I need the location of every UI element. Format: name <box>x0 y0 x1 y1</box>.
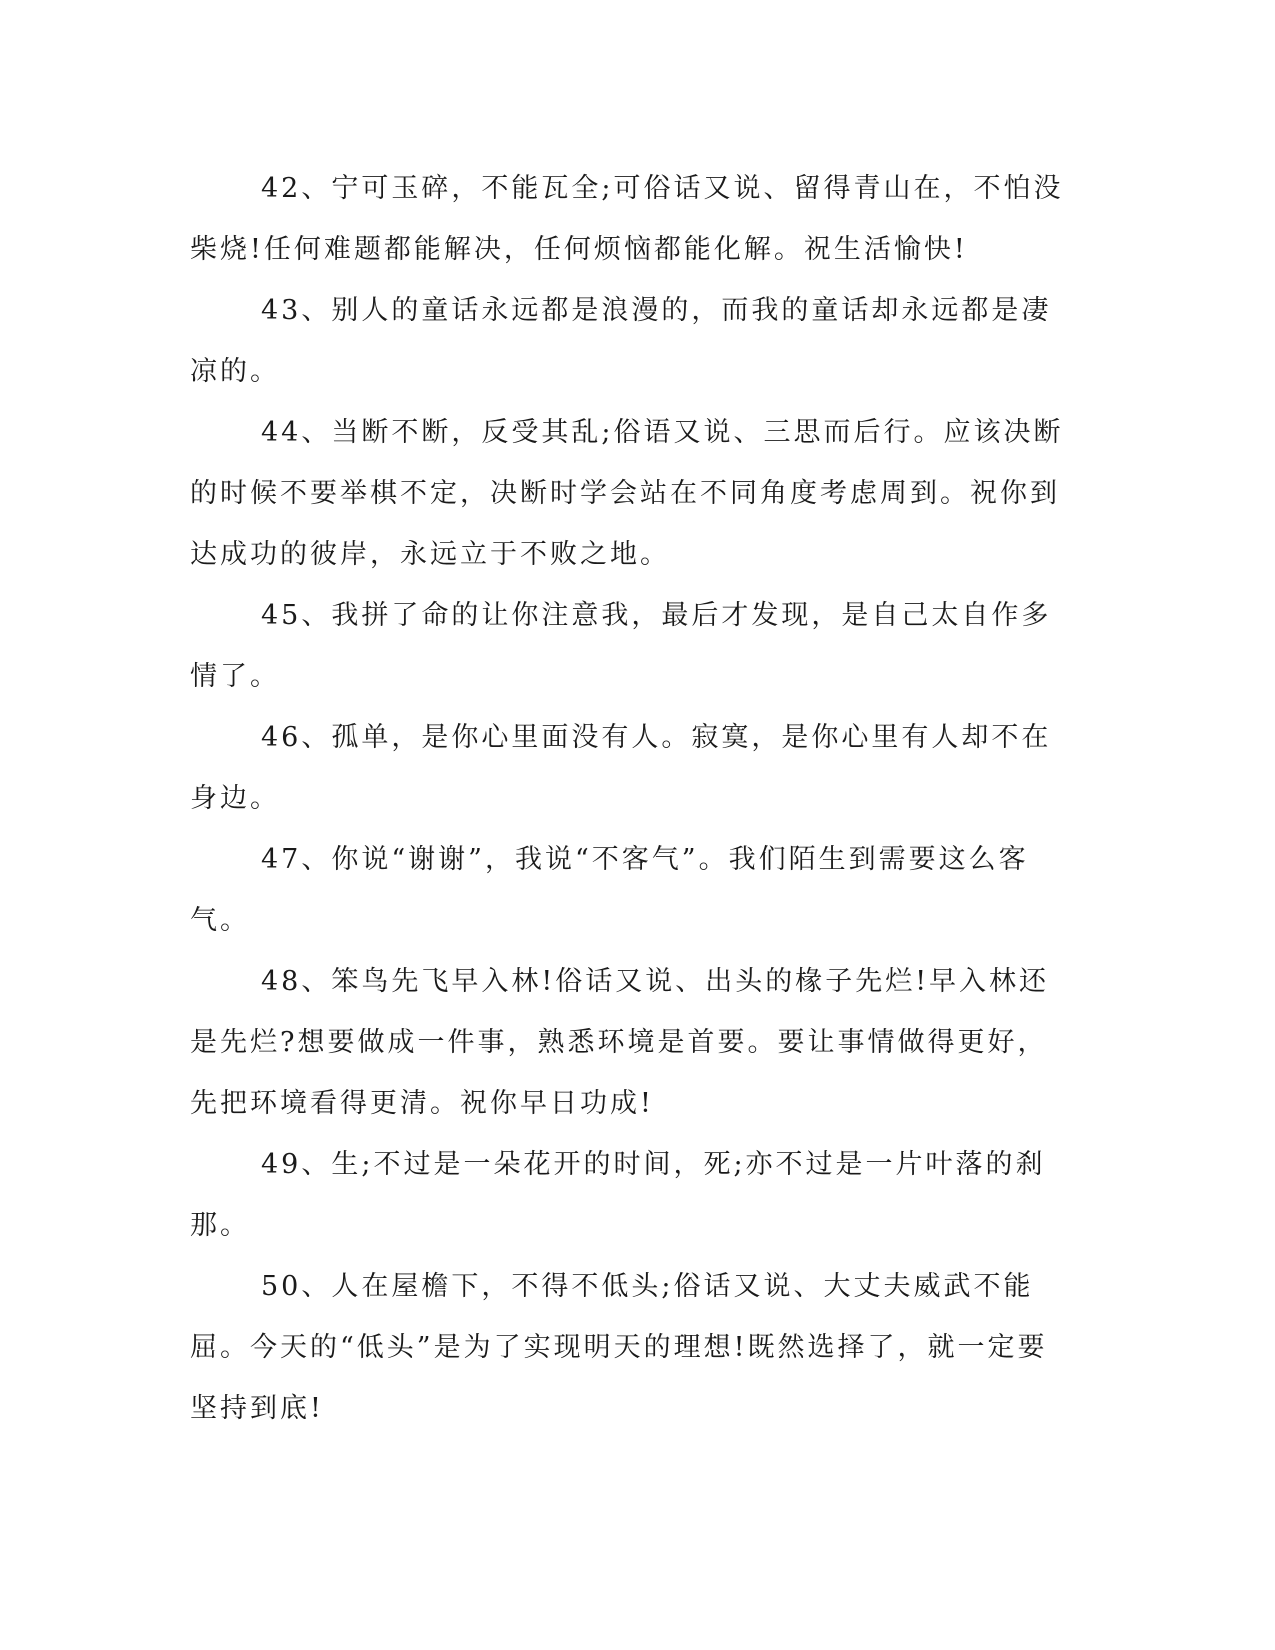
paragraph-43: 43、别人的童话永远都是浪漫的，而我的童话却永远都是凄凉的。 <box>190 295 1052 387</box>
paragraph-49: 49、生;不过是一朵花开的时间，死;亦不过是一片叶落的刹那。 <box>190 1149 1046 1241</box>
paragraph-44: 44、当断不断，反受其乱;俗语又说、三思而后行。应该决断的时候不要举棋不定，决断时学会站在不同角度考虑周到。祝你到达成功的彼岸，永远立于不败之地。 <box>190 417 1064 570</box>
paragraph-48: 48、笨鸟先飞早入林!俗话又说、出头的椽子先烂!早入林还是先烂?想要做成一件事，熟悉环境是首要。要让事情做得更好，先把环境看得更清。祝你早日功成! <box>190 966 1050 1119</box>
paragraph-42: 42、宁可玉碎，不能瓦全;可俗话又说、留得青山在，不怕没柴烧!任何难题都能解决，任何烦恼都能化解。祝生活愉快! <box>190 173 1064 265</box>
paragraph-50: 50、人在屋檐下，不得不低头;俗话又说、大丈夫威武不能屈。今天的“低头”是为了实现明天的理想!既然选择了，就一定要坚持到底! <box>190 1271 1048 1424</box>
document-body <box>190 158 1076 1439</box>
paragraph-47: 47、你说“谢谢”，我说“不客气”。我们陌生到需要这么客气。 <box>190 844 1029 936</box>
paragraph-46: 46、孤单，是你心里面没有人。寂寞，是你心里有人却不在身边。 <box>190 722 1052 814</box>
paragraph-45: 45、我拼了命的让你注意我，最后才发现，是自己太自作多情了。 <box>190 600 1052 692</box>
